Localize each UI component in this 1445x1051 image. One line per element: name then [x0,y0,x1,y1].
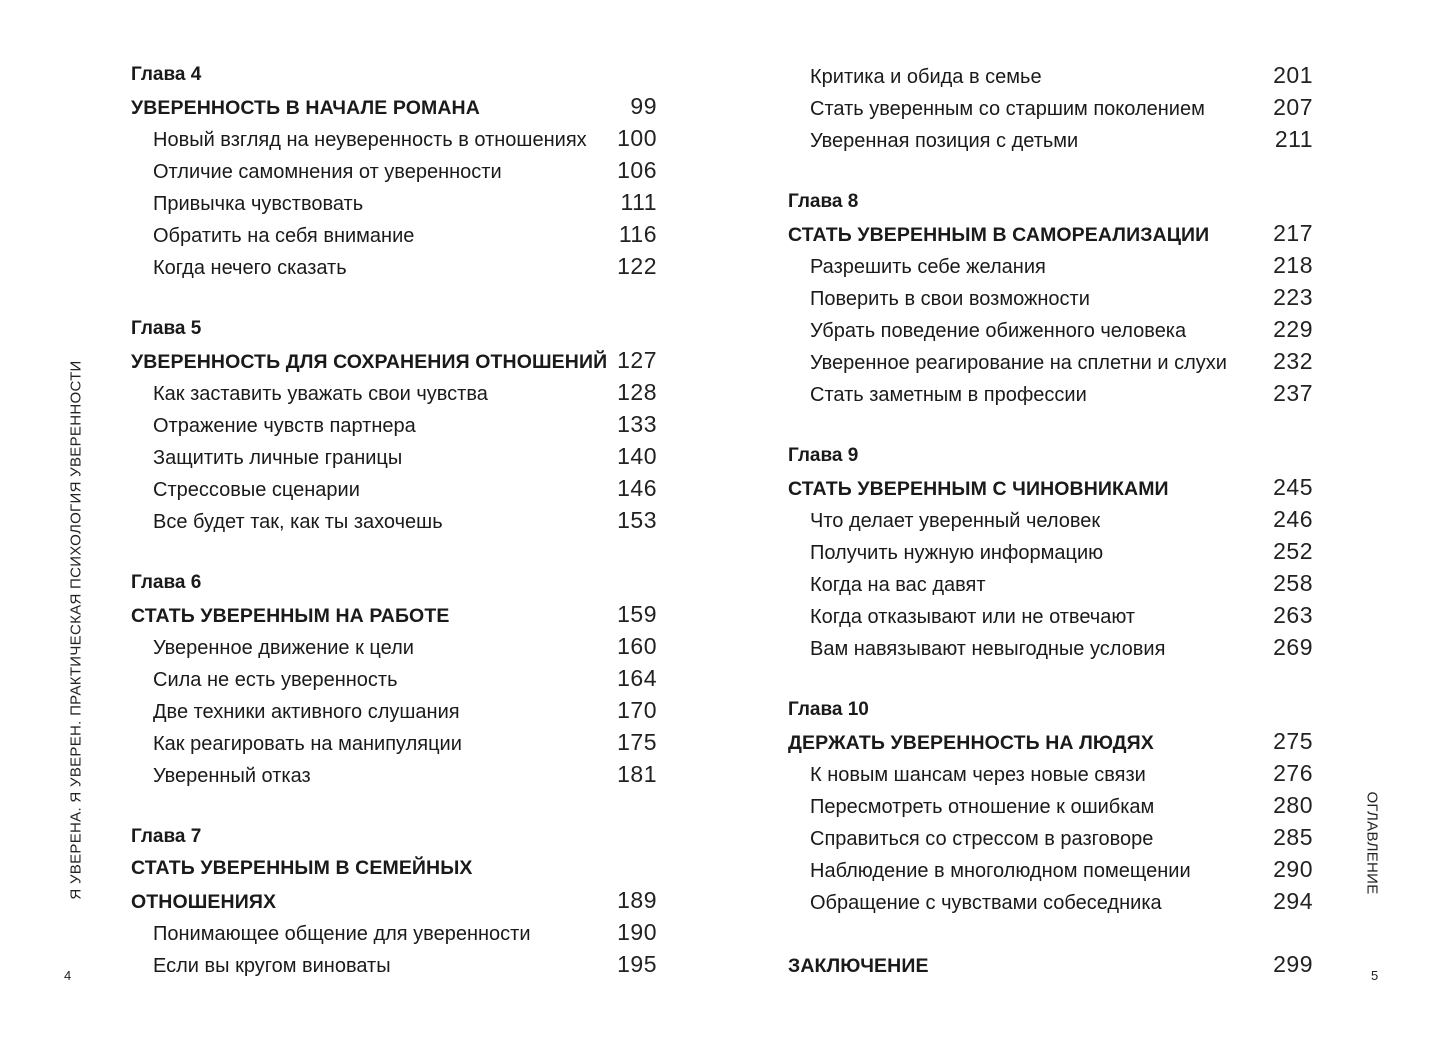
toc-chapter-entry[interactable] [788,217,1313,249]
toc-section-entry[interactable] [788,313,1313,345]
running-title-right: ОГЛАВЛЕНИЕ [1363,791,1381,895]
toc-section-entry[interactable] [788,757,1313,789]
spacer [788,917,1313,948]
section-title: Убрать поведение обиженного человека [810,320,1187,342]
toc-section-entry[interactable] [788,789,1313,821]
spacer [131,536,657,567]
section-title: Уверенное реагирование на сплетни и слухи [810,352,1227,374]
chapter-label: Глава 4 [131,64,202,85]
page-ref: 201 [1273,62,1313,88]
chapter-label: Глава 7 [131,826,202,847]
toc-column-right [788,59,1313,980]
page-ref: 218 [1273,252,1313,278]
page-ref: 116 [618,221,657,247]
section-title: Когда на вас давят [810,574,986,596]
toc-section-entry[interactable] [131,758,657,790]
page-ref: 128 [617,379,657,405]
section-title: Стать уверенным со старшим поколением [810,98,1205,120]
toc-section-entry[interactable] [131,440,657,472]
page-ref: 246 [1273,506,1313,532]
section-title: Понимающее общение для уверенности [153,923,531,945]
chapter-title: ДЕРЖАТЬ УВЕРЕННОСТЬ НА ЛЮДЯХ [788,732,1154,754]
toc-section-entry[interactable] [788,123,1313,155]
page-ref: 217 [1273,220,1313,246]
toc-section-entry[interactable] [131,250,657,282]
left-page [0,0,722,1051]
toc-section-entry[interactable] [788,377,1313,409]
section-title: Уверенная позиция с детьми [810,130,1079,152]
page-ref: 232 [1273,348,1313,374]
chapter-title-line2: ОТНОШЕНИЯХ [131,891,277,913]
page-ref: 133 [617,411,657,437]
page-ref: 153 [617,507,657,533]
section-title: Отличие самомнения от уверенности [153,161,502,183]
toc-chapter-entry[interactable] [131,90,657,122]
conclusion-title: ЗАКЛЮЧЕНИЕ [788,955,929,977]
section-title: Сила не есть уверенность [153,669,398,691]
section-title: Защитить личные границы [153,447,403,469]
page-ref: 280 [1273,792,1313,818]
toc-section-entry[interactable] [131,662,657,694]
page-ref: 190 [617,919,657,945]
page-ref: 159 [617,601,657,627]
section-title: Наблюдение в многолюдном помещении [810,860,1191,882]
toc-section-entry[interactable] [788,59,1313,91]
section-title: Разрешить себе желания [810,256,1046,278]
chapter-title: СТАТЬ УВЕРЕННЫМ В САМОРЕАЛИЗАЦИИ [788,224,1210,246]
page-ref: 106 [617,157,657,183]
section-title: Критика и обида в семье [810,66,1042,88]
toc-chapter-entry[interactable] [131,852,657,884]
toc-section-entry[interactable] [131,948,657,980]
page-ref: 258 [1273,570,1313,596]
page-ref: 146 [617,475,657,501]
page-ref: 189 [617,887,657,913]
toc-section-entry[interactable] [788,599,1313,631]
page-ref: 276 [1273,760,1313,786]
section-title: Когда отказывают или не отвечают [810,606,1136,628]
toc-section-entry[interactable] [131,472,657,504]
toc-section-entry[interactable] [131,186,657,218]
page-ref: 223 [1273,284,1313,310]
toc-section-entry[interactable] [788,281,1313,313]
toc-section-entry[interactable] [131,630,657,662]
page-ref: 299 [1273,951,1313,977]
section-title: Поверить в свои возможности [810,288,1090,310]
chapter-label: Глава 9 [788,445,859,466]
page-number-right: 5 [1371,968,1379,983]
spacer [788,409,1313,440]
section-title: Пересмотреть отношение к ошибкам [810,796,1155,818]
toc-section-entry[interactable] [788,853,1313,885]
page-ref: 285 [1273,824,1313,850]
toc-section-entry[interactable] [788,567,1313,599]
spacer [131,790,657,821]
toc-section-entry[interactable] [788,503,1313,535]
toc-section-entry[interactable] [788,631,1313,663]
toc-chapter-entry[interactable] [788,471,1313,503]
section-title: Обратить на себя внимание [153,225,415,247]
section-title: Все будет так, как ты захочешь [153,511,443,533]
page-ref: 252 [1273,538,1313,564]
section-title: Уверенный отказ [153,765,311,787]
page-ref: 122 [617,253,657,279]
toc-section-entry[interactable] [788,249,1313,281]
toc-section-entry[interactable] [788,91,1313,123]
section-title: Стать заметным в профессии [810,384,1087,406]
page-ref: 160 [617,633,657,659]
section-title: Что делает уверенный человек [810,510,1101,532]
page-ref: 269 [1273,634,1313,660]
page-ref: 140 [617,443,657,469]
spacer [788,155,1313,186]
chapter-label: Глава 8 [788,191,859,212]
toc-section-entry[interactable] [131,916,657,948]
section-title: Если вы кругом виноваты [153,955,391,977]
toc-conclusion-entry[interactable] [788,948,1313,980]
page-ref: 195 [617,951,657,977]
page-ref: 211 [1274,126,1313,152]
chapter-title-line1: СТАТЬ УВЕРЕННЫМ В СЕМЕЙНЫХ [131,857,473,879]
spacer [788,663,1313,694]
toc-section-entry[interactable] [788,345,1313,377]
section-title: Стрессовые сценарии [153,479,360,501]
page-ref: 181 [617,761,657,787]
section-title: Как реагировать на манипуляции [153,733,462,755]
page-ref: 164 [617,665,657,691]
section-title: Уверенное движение к цели [153,637,414,659]
section-title: Как заставить уважать свои чувства [153,383,488,405]
toc-chapter-entry[interactable] [131,344,657,376]
page-ref: 100 [617,125,657,151]
page-ref: 290 [1273,856,1313,882]
chapter-label: Глава 10 [788,699,869,720]
section-title: Когда нечего сказать [153,257,347,279]
toc-section-entry[interactable] [131,218,657,250]
chapter-title: СТАТЬ УВЕРЕННЫМ С ЧИНОВНИКАМИ [788,478,1169,500]
section-title: Отражение чувств партнера [153,415,416,437]
chapter-label: Глава 5 [131,318,202,339]
page-ref: 294 [1273,888,1313,914]
section-title: К новым шансам через новые связи [810,764,1146,786]
section-title: Две техники активного слушания [153,701,460,723]
section-title: Обращение с чувствами собеседника [810,892,1162,914]
section-title: Новый взгляд на неуверенность в отношениях [153,129,587,151]
page-ref: 127 [617,347,657,373]
page-ref: 275 [1273,728,1313,754]
page-ref: 237 [1273,380,1313,406]
section-title: Справиться со стрессом в разговоре [810,828,1154,850]
toc-section-entry[interactable] [131,122,657,154]
chapter-title: УВЕРЕННОСТЬ ДЛЯ СОХРАНЕНИЯ ОТНОШЕНИЙ [131,351,608,373]
toc-section-entry[interactable] [131,154,657,186]
section-title: Вам навязывают невыгодные условия [810,638,1166,660]
section-title: Получить нужную информацию [810,542,1104,564]
page-ref: 111 [620,189,657,215]
page-ref: 99 [630,93,657,119]
toc-section-entry[interactable] [131,408,657,440]
toc-section-entry[interactable] [788,535,1313,567]
section-title: Привычка чувствовать [153,193,364,215]
toc-chapter-entry[interactable] [788,725,1313,757]
running-title-left: Я УВЕРЕНА. Я УВЕРЕН. ПРАКТИЧЕСКАЯ ПСИХОЛОГИЯ УВЕРЕННОСТИ [67,360,85,900]
chapter-title: СТАТЬ УВЕРЕННЫМ НА РАБОТЕ [131,605,450,627]
page-ref: 175 [617,729,657,755]
toc-section-entry[interactable] [131,376,657,408]
page-ref: 263 [1273,602,1313,628]
toc-chapter-entry[interactable] [131,598,657,630]
chapter-title: УВЕРЕННОСТЬ В НАЧАЛЕ РОМАНА [131,97,480,119]
toc-section-entry[interactable] [788,821,1313,853]
page-ref: 207 [1273,94,1313,120]
chapter-label: Глава 6 [131,572,202,593]
page-ref: 245 [1273,474,1313,500]
toc-section-entry[interactable] [131,504,657,536]
toc-section-entry[interactable] [131,726,657,758]
page-number-left: 4 [64,968,72,983]
page-ref: 229 [1273,316,1313,342]
toc-section-entry[interactable] [788,885,1313,917]
page-ref: 170 [617,697,657,723]
toc-chapter-entry-cont[interactable] [131,884,657,916]
toc-section-entry[interactable] [131,694,657,726]
spacer [131,282,657,313]
toc-column-left [131,59,657,980]
